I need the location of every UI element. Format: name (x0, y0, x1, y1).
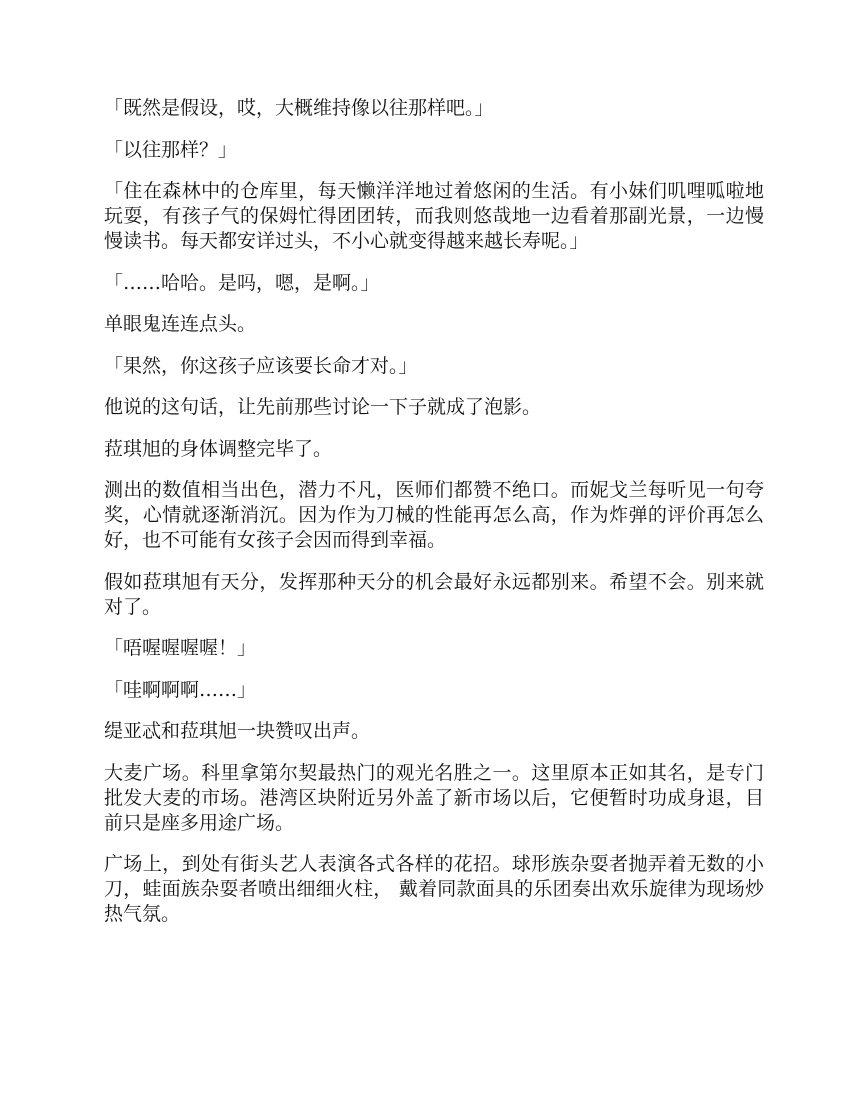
paragraph: 「唔喔喔喔喔！」 (104, 637, 257, 659)
paragraph: 测出的数值相当出色，潜力不凡，医师们都赞不绝口。而妮戈兰每听见一句夸奖，心情就逐渐消沉。因为作为刀械的性能再怎么高，作为炸弹的评价再怎么好，也不可能有女孩子会因而得到幸福。 (104, 479, 764, 551)
paragraph: 「果然，你这孩子应该要长命才对。」 (104, 354, 418, 377)
paragraph: 「……哈哈。是吗，嗯，是啊。」 (104, 271, 380, 294)
paragraph: 他说的这句话，让先前那些讨论一下子就成了泡影。 (104, 396, 542, 418)
paragraph: 假如菈琪旭有天分，发挥那种天分的机会最好永远都别来。希望不会。别来就对了。 (104, 570, 764, 618)
paragraph: 菈琪旭的身体调整完毕了。 (104, 437, 333, 460)
paragraph: 「以往那样？」 (104, 138, 238, 161)
paragraph: 单眼鬼连连点头。 (104, 313, 257, 335)
paragraph: 缇亚忒和菈琪旭一块赞叹出声。 (104, 720, 371, 742)
paragraph: 「哇啊啊啊……」 (104, 678, 257, 701)
document-page (104, 96, 764, 944)
paragraph: 「既然是假设，哎，大概维持像以往那样吧。」 (104, 97, 494, 119)
paragraph: 大麦广场。科里拿第尔契最热门的观光名胜之一。这里原本正如其名，是专门批发大麦的市场。港湾区块附近另外盖了新市场以后，它便暂时功成身退，目前只是座多用途广场。 (104, 761, 764, 834)
paragraph: 「住在森林中的仓库里，每天懒洋洋地过着悠闲的生活。有小妹们叽哩呱啦地玩耍，有孩子气的保姆忙得团团转，而我则悠哉地一边看着那副光景，一边慢慢读书。每天都安详过头，不小心就变得越来越长寿呢。」 (104, 180, 764, 252)
paragraph: 广场上，到处有街头艺人表演各式各样的花招。球形族杂耍者抛弄着无数的小刀，蛙面族杂耍者喷出细细火柱， 戴着同款面具的乐团奏出欢乐旋律为现场炒热气氛。 (104, 853, 764, 925)
